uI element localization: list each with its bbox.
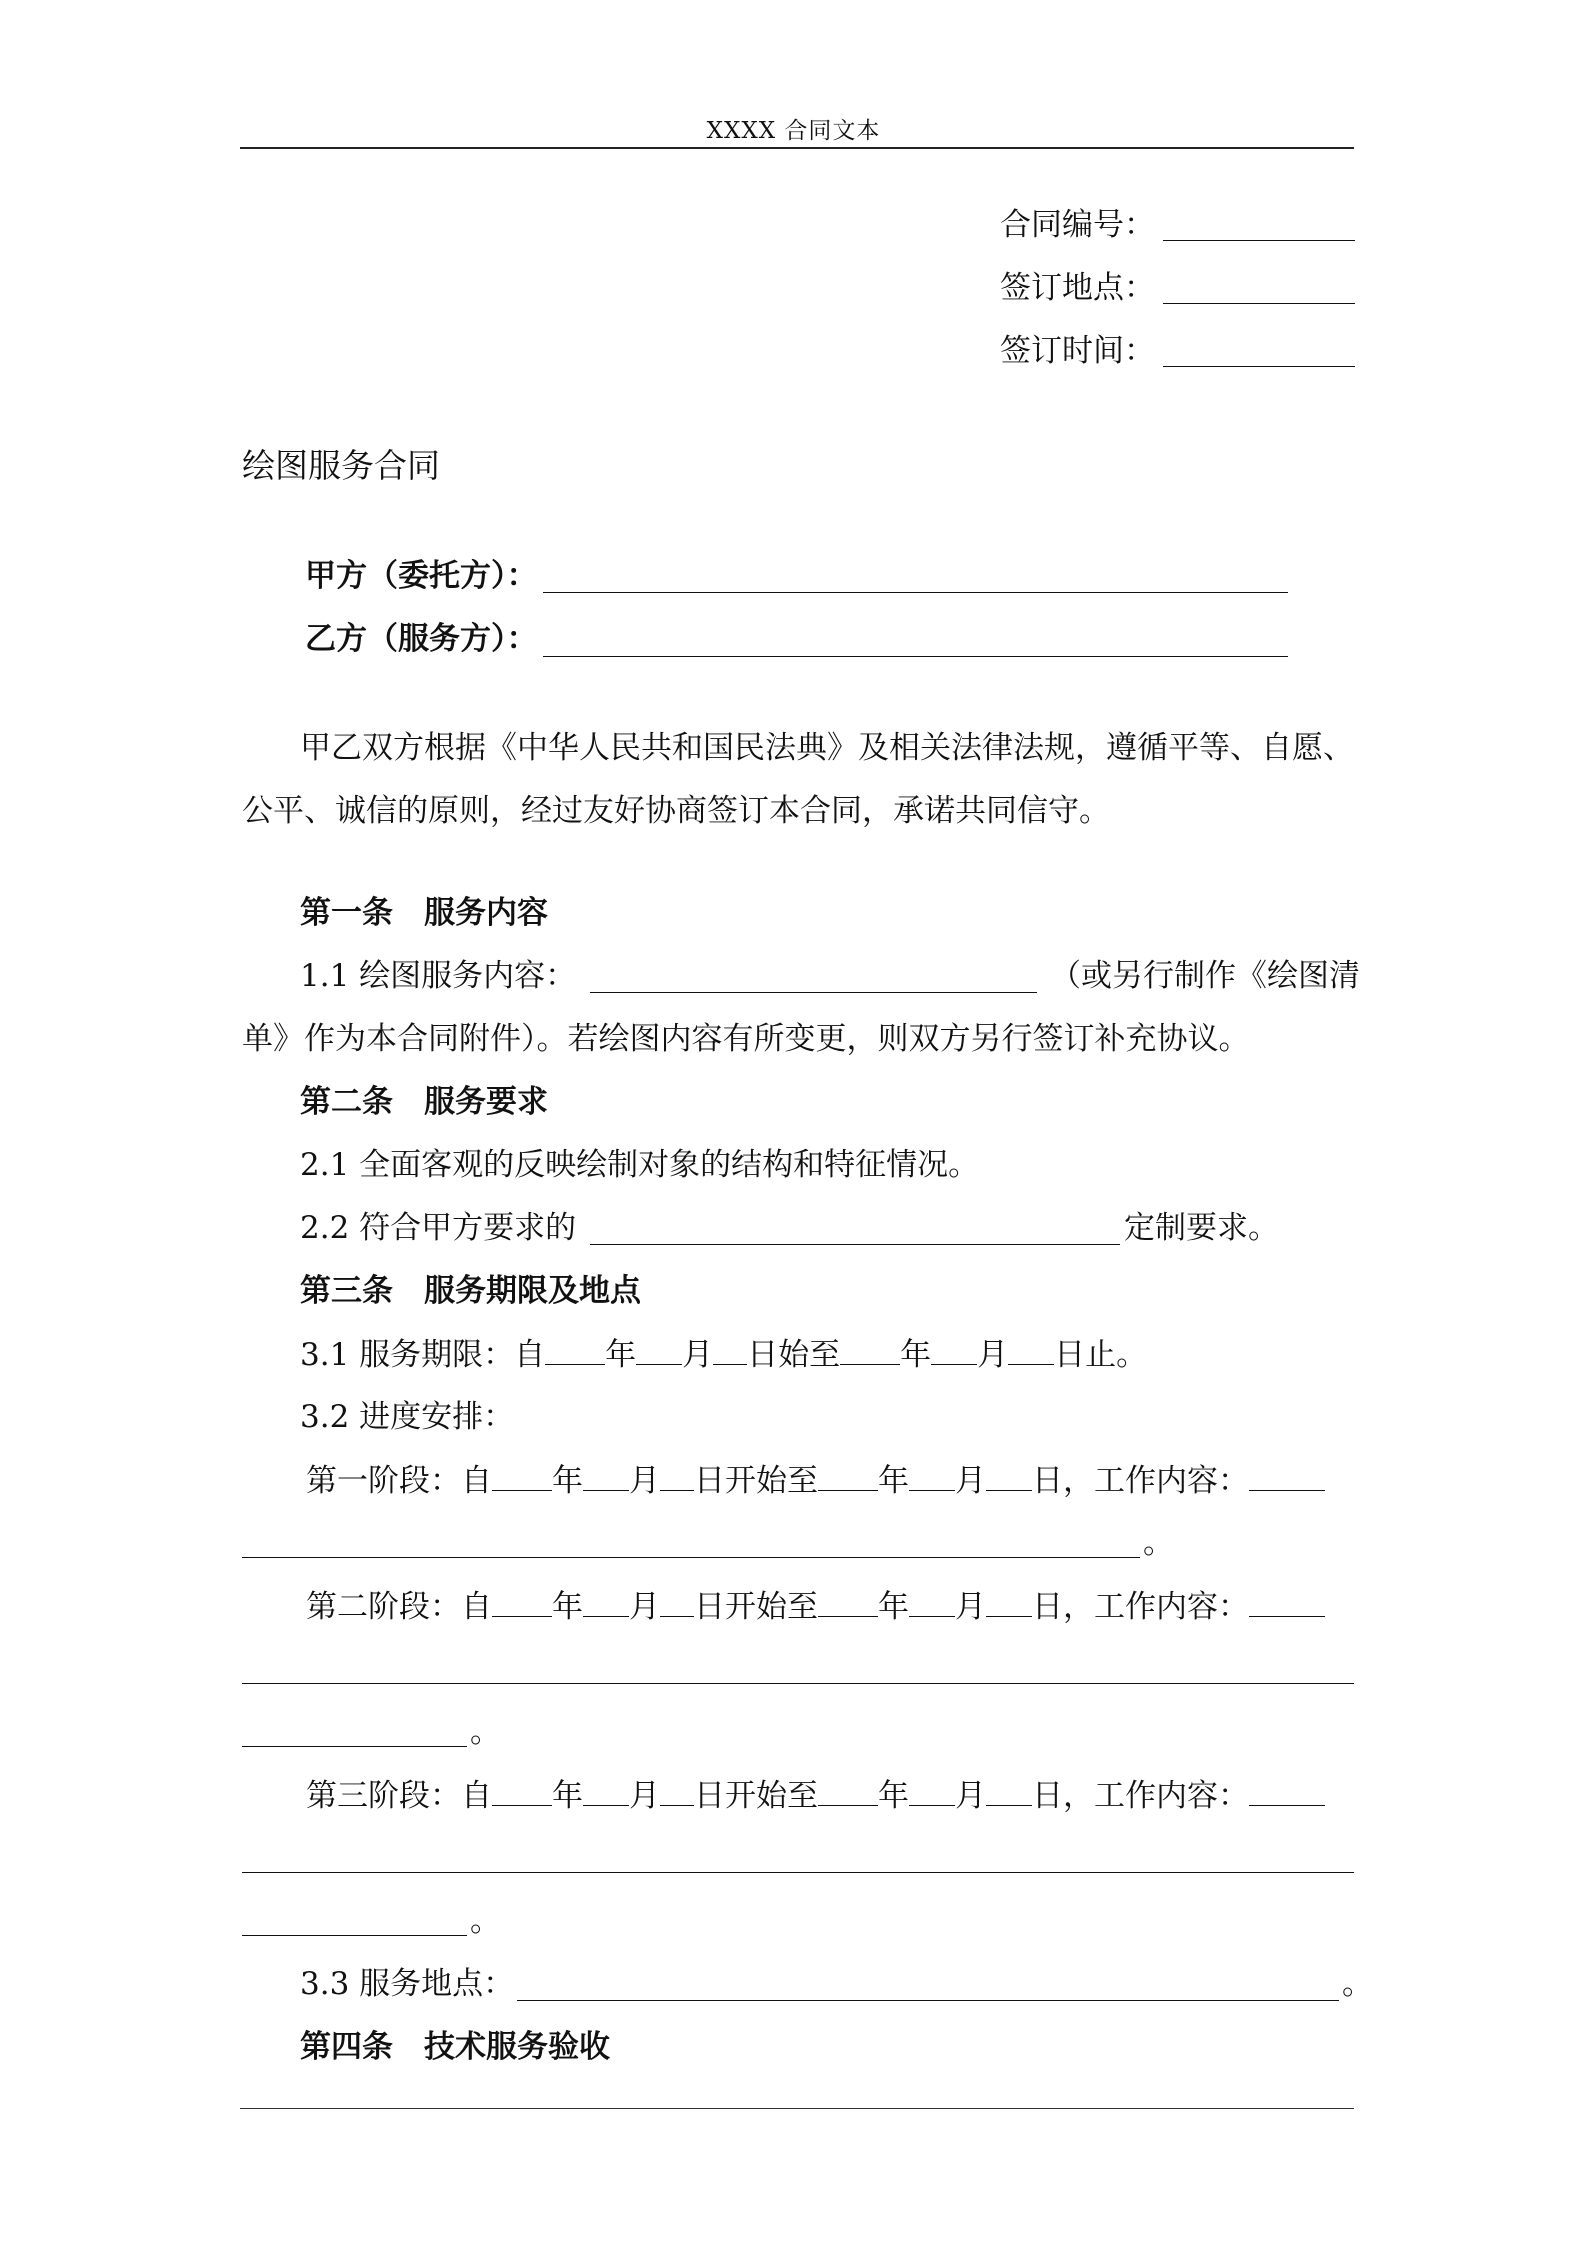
stage-2-content-field-end[interactable] — [242, 1746, 467, 1747]
stage-2-line — [306, 1586, 1325, 1627]
stage-3-content-start[interactable] — [1249, 1775, 1325, 1806]
stage-3-start-year[interactable] — [492, 1775, 552, 1806]
party-a-label: 甲方（委托方）： — [305, 558, 538, 594]
footer-rule — [240, 2108, 1354, 2109]
sign-time-label: 签订时间： — [1000, 333, 1155, 369]
stage-3-label: 第三阶段：自 — [306, 1778, 492, 1814]
work-content-label: 日，工作内容： — [1032, 1463, 1249, 1499]
stage-2-label: 第二阶段：自 — [306, 1589, 492, 1625]
stage-3-end-day[interactable] — [986, 1775, 1032, 1806]
stage-3-line — [306, 1775, 1325, 1816]
stage-2-start-month[interactable] — [583, 1586, 629, 1617]
article-1-item-1-prefix: 1.1 绘图服务内容： — [300, 958, 577, 994]
stage-1-end-month[interactable] — [909, 1460, 955, 1491]
stage-2-content-field[interactable] — [242, 1683, 1354, 1684]
document-title: 绘图服务合同 — [242, 446, 440, 485]
sign-place-field[interactable] — [1163, 303, 1355, 304]
party-b-label: 乙方（服务方）： — [305, 621, 538, 657]
page-header: XXXX 合同文本 — [706, 118, 881, 144]
stage-3-content-field-end[interactable] — [242, 1935, 467, 1936]
service-location-prefix: 3.3 服务地点： — [300, 1966, 515, 2002]
month-label: 月 — [629, 1463, 660, 1499]
month-label: 月 — [629, 1589, 660, 1625]
end-month-field[interactable] — [931, 1334, 977, 1365]
month-label: 月 — [977, 1337, 1009, 1373]
month-label: 月 — [955, 1463, 986, 1499]
stage-3-period: 。 — [470, 1903, 501, 1939]
intro-line-1: 甲乙双方根据《中华人民共和国民法典》及相关法律法规，遵循平等、自愿、 — [300, 730, 1354, 766]
year-label: 年 — [878, 1589, 909, 1625]
end-day-field[interactable] — [1008, 1334, 1054, 1365]
work-content-label: 日，工作内容： — [1032, 1778, 1249, 1814]
party-a-field[interactable] — [543, 592, 1288, 593]
year-label: 年 — [605, 1337, 637, 1373]
stage-1-start-day[interactable] — [660, 1460, 694, 1491]
stage-2-end-month[interactable] — [909, 1586, 955, 1617]
custom-requirement-field[interactable] — [590, 1244, 1120, 1245]
header-rule — [240, 147, 1354, 149]
stage-1-end-year[interactable] — [818, 1460, 878, 1491]
service-content-field[interactable] — [590, 992, 1037, 993]
article-2-item-2-suffix: 定制要求。 — [1124, 1210, 1279, 1246]
service-period-line — [300, 1334, 1147, 1375]
sign-place-label: 签订地点： — [1000, 270, 1155, 306]
article-2-item-1: 2.1 全面客观的反映绘制对象的结构和特征情况。 — [300, 1147, 980, 1183]
stage-2-period: 。 — [470, 1714, 501, 1750]
year-label: 年 — [878, 1778, 909, 1814]
article-1-item-1-suffix: （或另行制作《绘图清 — [1050, 958, 1360, 994]
day-start-label: 日开始至 — [694, 1778, 818, 1814]
stage-2-start-year[interactable] — [492, 1586, 552, 1617]
stage-3-start-day[interactable] — [660, 1775, 694, 1806]
start-year-field[interactable] — [545, 1334, 605, 1365]
article-2-heading: 第二条 服务要求 — [300, 1084, 548, 1120]
day-end-label: 日止。 — [1054, 1337, 1148, 1373]
stage-1-start-month[interactable] — [583, 1460, 629, 1491]
end-year-field[interactable] — [840, 1334, 900, 1365]
party-b-field[interactable] — [543, 656, 1288, 657]
article-1-item-1-line-2: 单》作为本合同附件）。若绘图内容有所变更，则双方另行签订补充协议。 — [242, 1021, 1250, 1057]
article-3-heading: 第三条 服务期限及地点 — [300, 1273, 641, 1309]
day-start-label: 日开始至 — [694, 1589, 818, 1625]
stage-2-content-start[interactable] — [1249, 1586, 1325, 1617]
contract-number-label: 合同编号： — [1000, 207, 1155, 243]
service-period-prefix: 3.1 服务期限：自 — [300, 1337, 546, 1373]
month-label: 月 — [955, 1778, 986, 1814]
article-2-item-2-prefix: 2.2 符合甲方要求的 — [300, 1210, 577, 1246]
stage-2-end-year[interactable] — [818, 1586, 878, 1617]
service-location-field[interactable] — [517, 2000, 1339, 2001]
stage-3-end-month[interactable] — [909, 1775, 955, 1806]
day-start-label: 日始至 — [747, 1337, 841, 1373]
stage-3-end-year[interactable] — [818, 1775, 878, 1806]
service-location-suffix: 。 — [1342, 1966, 1373, 2002]
stage-1-end-day[interactable] — [986, 1460, 1032, 1491]
work-content-label: 日，工作内容： — [1032, 1589, 1249, 1625]
day-start-label: 日开始至 — [694, 1463, 818, 1499]
stage-1-line — [306, 1460, 1325, 1501]
stage-1-start-year[interactable] — [492, 1460, 552, 1491]
month-label: 月 — [629, 1778, 660, 1814]
intro-line-2: 公平、诚信的原则，经过友好协商签订本合同，承诺共同信守。 — [242, 793, 1110, 829]
stage-1-content-start[interactable] — [1249, 1460, 1325, 1491]
stage-3-content-field[interactable] — [242, 1872, 1354, 1873]
stage-2-end-day[interactable] — [986, 1586, 1032, 1617]
stage-3-start-month[interactable] — [583, 1775, 629, 1806]
sign-time-field[interactable] — [1163, 366, 1355, 367]
start-month-field[interactable] — [636, 1334, 682, 1365]
contract-number-field[interactable] — [1163, 240, 1355, 241]
schedule-label: 3.2 进度安排： — [300, 1399, 515, 1435]
stage-1-period: 。 — [1143, 1525, 1174, 1561]
month-label: 月 — [682, 1337, 714, 1373]
year-label: 年 — [900, 1337, 932, 1373]
year-label: 年 — [552, 1589, 583, 1625]
stage-1-content-field[interactable] — [242, 1557, 1140, 1558]
month-label: 月 — [955, 1589, 986, 1625]
stage-2-start-day[interactable] — [660, 1586, 694, 1617]
stage-1-label: 第一阶段：自 — [306, 1463, 492, 1499]
start-day-field[interactable] — [713, 1334, 747, 1365]
article-1-heading: 第一条 服务内容 — [300, 895, 548, 931]
year-label: 年 — [552, 1778, 583, 1814]
article-4-heading: 第四条 技术服务验收 — [300, 2029, 610, 2065]
year-label: 年 — [552, 1463, 583, 1499]
year-label: 年 — [878, 1463, 909, 1499]
